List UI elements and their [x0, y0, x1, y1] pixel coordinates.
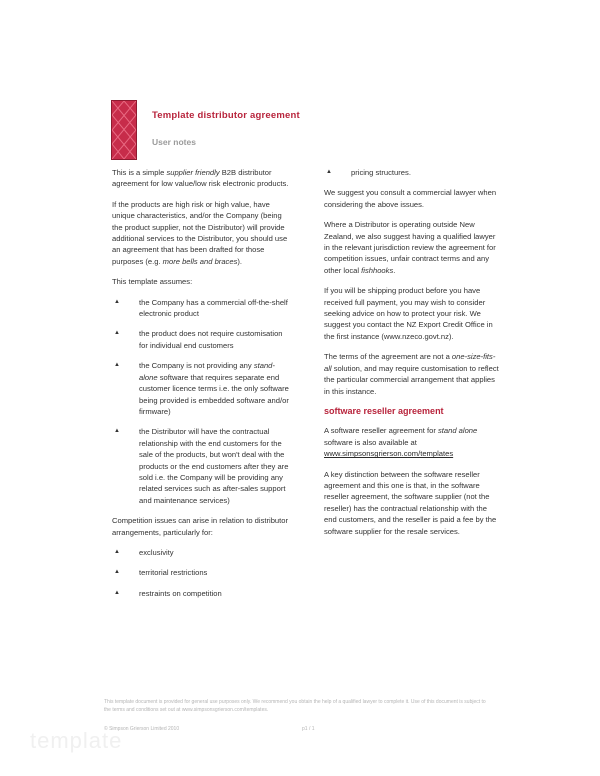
list-item: ▲ territorial restrictions [114, 568, 208, 578]
document-title: Template distributor agreement [152, 110, 300, 121]
triangle-bullet-icon: ▲ [114, 589, 120, 596]
list-item: ▲ exclusivity [114, 547, 174, 557]
footer-disclaimer: This template document is provided for general use purposes only. We recommend you obtain the help of a qualified lawyer to complete it. Use of this document is subject to the terms and conditions set out at www.simpsonsgrierson.com/templates. [104, 699, 486, 713]
logo-icon [111, 100, 137, 160]
left-column [112, 167, 292, 608]
triangle-bullet-icon: ▲ [114, 569, 120, 576]
triangle-bullet-icon: ▲ [114, 330, 120, 337]
page-number: p1 / 1 [302, 726, 315, 732]
list-item: ▲ the Distributor will have the contractual relationship with the end customers for the sale of the products, but won't deal with the products or the end customers after they are sold i.e. the Company will be providing any related services such as after-sales support and maintenance services) [114, 427, 289, 505]
triangle-bullet-icon: ▲ [114, 548, 120, 555]
triangle-bullet-icon: ▲ [114, 428, 120, 435]
right-column [324, 167, 500, 546]
list-item: ▲ the product does not require customisation for individual end customers [114, 329, 283, 350]
list-item: ▲ restraints on competition [114, 588, 222, 598]
triangle-bullet-icon: ▲ [114, 362, 120, 369]
footer-copyright: © Simpson Grierson Limited 2010 [104, 726, 180, 732]
document-subtitle: User notes [152, 137, 196, 147]
terms-paragraph: The terms of the agreement are not a one-size-fits-all solution, and may require customisation to reflect the particular commercial arrangement that applies in this instance. [324, 352, 499, 396]
intro-paragraph: This is a simple supplier friendly B2B distributor agreement for low value/low risk electronic products. [112, 168, 289, 189]
list-item: ▲ the Company has a commercial off-the-shelf electronic product [114, 297, 288, 319]
overseas-paragraph: Where a Distributor is operating outside New Zealand, we also suggest having a qualified lawyer in the relevant jurisdiction review the agreement for competition issues, unfair contract terms and any other local fishhooks. [324, 220, 496, 275]
high-risk-paragraph: If the products are high risk or high value, have unique characteristics, and/or the Company (being the product supplier, not the Distributor) will provide additional services to the Distributor, you should use an agreement that has been drafted for those purposes (e.g. more bells and braces). [112, 199, 288, 266]
distinction-paragraph: A key distinction between the software reseller agreement and this one is that, in the software reseller agreement, the software supplier (not the reseller) has the contractual relationship with the end customers, and the reseller is paid a fee by the software supplier for the resale services. [324, 469, 497, 536]
competition-paragraph: Competition issues can arise in relation to distributor arrangements, particularly for: [112, 516, 289, 537]
list-item: ▲ pricing structures. [326, 168, 411, 177]
triangle-bullet-icon: ▲ [326, 169, 332, 175]
reseller-paragraph: A software reseller agreement for stand alone software is also available at www.simpsonsgrierson.com/templates [324, 426, 478, 459]
shipping-paragraph: If you will be shipping product before you have received full payment, you may wish to consider seeking advice on how to protect your risk. We suggest you contact the NZ Export Credit Office in the first instance (www.nzeco.govt.nz). [324, 286, 493, 341]
watermark: template [30, 728, 123, 753]
assumptions-heading: This template assumes: [112, 277, 193, 287]
section-heading: software reseller agreement [324, 405, 444, 416]
list-item: ▲ the Company is not providing any stand-alone software that requires separate end customer licence terms i.e. the only software being provided is embedded software and/or firmware) [114, 361, 289, 416]
triangle-bullet-icon: ▲ [114, 298, 120, 305]
templates-link[interactable]: www.simpsonsgrierson.com/templates [324, 449, 454, 459]
advice-paragraph: We suggest you consult a commercial lawyer when considering the above issues. [324, 188, 497, 209]
